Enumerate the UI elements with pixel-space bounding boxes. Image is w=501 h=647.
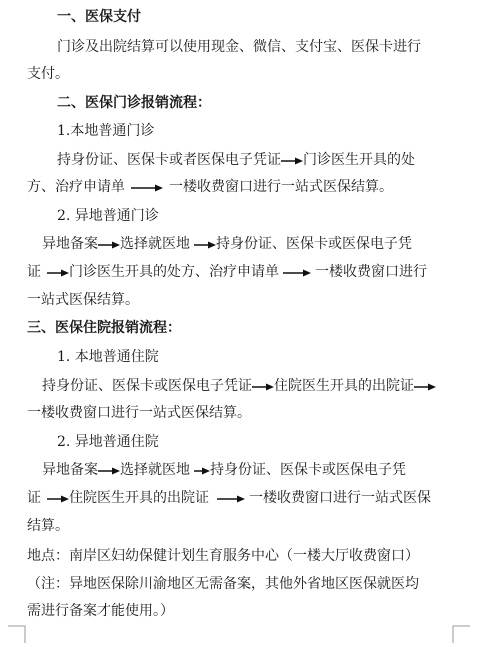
flow-line: 结算。: [27, 518, 69, 534]
subheading-remote-outpatient: 2. 异地普通门诊: [57, 208, 159, 224]
right-arrow-icon: [217, 488, 245, 508]
flow-line: 一楼收费窗口进行一站式医保结算。: [27, 405, 251, 421]
right-arrow-icon: [414, 376, 436, 396]
flow-step: 一楼收费窗口进行: [315, 264, 427, 280]
flow-step: 证: [27, 264, 41, 280]
subheading-remote-inpatient: 2. 异地普通住院: [57, 434, 159, 450]
flow-step: 异地备案: [42, 236, 98, 252]
paragraph-line: 门诊及出院结算可以使用现金、微信、支付宝、医保卡进行: [57, 39, 421, 55]
flow-step: 住院医生开具的出院证: [274, 378, 414, 394]
right-arrow-icon: [98, 460, 120, 480]
flow-line: [42, 376, 436, 396]
flow-step: 证: [27, 490, 41, 506]
flow-step: 方、治疗申请单: [27, 179, 125, 195]
subheading-local-outpatient: 1.本地普通门诊: [57, 123, 155, 139]
right-arrow-icon: [47, 262, 69, 282]
flow-line: [42, 460, 406, 480]
flow-step: 选择就医地: [120, 462, 190, 478]
right-arrow-icon: [194, 460, 210, 480]
flow-line: 一站式医保结算。: [27, 292, 139, 308]
corner-mark-icon: [452, 625, 470, 643]
right-arrow-icon: [194, 234, 216, 254]
right-arrow-icon: [98, 234, 120, 254]
flow-line: [57, 150, 415, 170]
right-arrow-icon: [47, 488, 69, 508]
flow-step: 持身份证、医保卡或医保电子凭证: [42, 378, 252, 394]
section-heading-inpatient: 三、医保住院报销流程：: [27, 320, 181, 336]
flow-line: [42, 234, 412, 254]
section-heading-payment: 一、医保支付: [57, 9, 141, 25]
corner-mark-icon: [8, 625, 26, 643]
flow-step: 选择就医地: [120, 236, 190, 252]
flow-step: 一楼收费窗口进行一站式医保结算。: [169, 179, 393, 195]
flow-step: 一楼收费窗口进行一站式医保: [249, 490, 431, 506]
flow-line: [27, 488, 431, 508]
right-arrow-icon: [283, 262, 311, 282]
location-line: 地点：南岸区妇幼保健计划生育服务中心（一楼大厅收费窗口）: [27, 548, 419, 564]
flow-step: 持身份证、医保卡或者医保电子凭证: [57, 152, 281, 168]
note-line: （注：异地医保除川渝地区无需备案，其他外省地区医保就医均: [27, 576, 419, 592]
flow-line: [27, 177, 393, 197]
flow-step: 门诊医生开具的处方、治疗申请单: [69, 264, 279, 280]
flow-step: 住院医生开具的出院证: [69, 490, 209, 506]
flow-step: 异地备案: [42, 462, 98, 478]
right-arrow-icon: [131, 177, 163, 197]
section-heading-outpatient: 二、医保门诊报销流程：: [57, 95, 211, 111]
right-arrow-icon: [281, 150, 303, 170]
note-line: 需进行备案才能使用。）: [27, 603, 174, 619]
flow-step: 门诊医生开具的处: [303, 152, 415, 168]
subheading-local-inpatient: 1. 本地普通住院: [57, 349, 159, 365]
right-arrow-icon: [252, 376, 274, 396]
paragraph-line: 支付。: [27, 66, 69, 82]
flow-line: [27, 262, 427, 282]
flow-step: 持身份证、医保卡或医保电子凭: [210, 462, 406, 478]
flow-step: 持身份证、医保卡或医保电子凭: [216, 236, 412, 252]
